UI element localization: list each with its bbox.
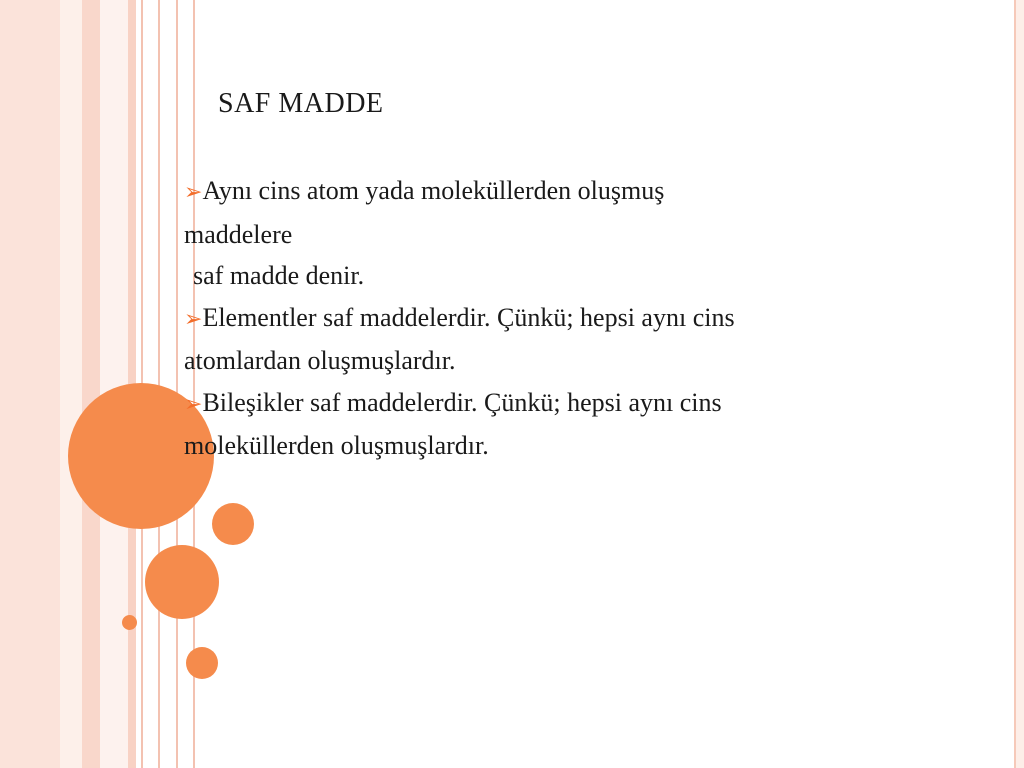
arrow-bullet-icon: ➢	[184, 306, 203, 332]
bullet-text: maddelere	[184, 219, 293, 249]
decor-line	[158, 0, 160, 768]
bullet-item	[184, 170, 944, 297]
bullet-text: Bileşikler saf maddelerdir. Çünkü; hepsi aynı cins	[202, 387, 722, 417]
decor-stripe	[60, 0, 82, 768]
decor-right-band	[1016, 0, 1024, 768]
decor-stripe	[82, 0, 100, 768]
slide-title: SAF MADDE	[218, 88, 384, 119]
decor-circle-small	[212, 503, 254, 545]
decor-right-line	[1014, 0, 1016, 768]
decor-circle-tiny	[122, 615, 137, 630]
slide-content	[184, 170, 944, 467]
decor-circle-small	[186, 647, 218, 679]
arrow-bullet-icon: ➢	[184, 180, 203, 205]
bullet-text: Aynı cins atom yada moleküllerden oluşmuş	[202, 176, 665, 205]
decor-circle-medium	[145, 545, 219, 619]
arrow-bullet-icon: ➢	[184, 391, 203, 417]
bullet-text: Elementler saf maddelerdir. Çünkü; hepsi aynı cins	[202, 302, 735, 332]
decor-stripe	[0, 0, 60, 768]
bullet-text: moleküllerden oluşmuşlardır.	[184, 431, 489, 460]
bullet-item	[184, 382, 944, 467]
decor-line	[176, 0, 178, 768]
bullet-text: atomlardan oluşmuşlardır.	[184, 346, 456, 375]
bullet-text: saf madde denir.	[193, 261, 365, 290]
bullet-item	[184, 297, 944, 382]
